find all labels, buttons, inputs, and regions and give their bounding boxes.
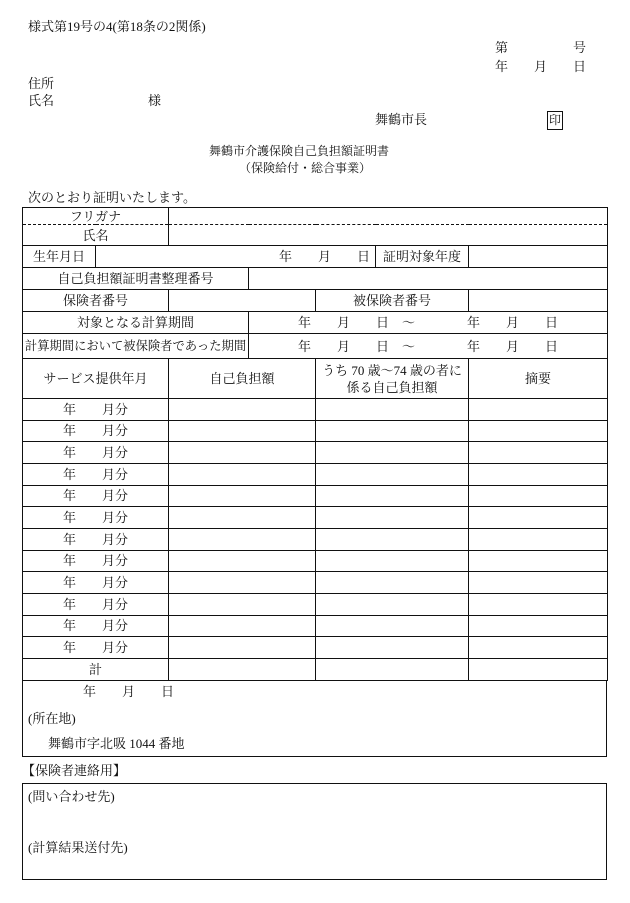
- header-copayment-70-74-line-1: うち 70 歳～74 歳の者に: [322, 362, 462, 378]
- insurer-number-row: [23, 290, 608, 312]
- issuer-name: 舞鶴市長: [375, 112, 428, 127]
- monthly-rows: [23, 399, 608, 659]
- document-number: 第 号: [495, 40, 587, 55]
- inquiry-label: (問い合わせ先): [28, 789, 115, 804]
- calculation-period-label: 対象となる計算期間: [23, 312, 249, 334]
- month-row: [23, 593, 608, 615]
- insured-name-row: [23, 225, 608, 246]
- total-label: 計: [23, 658, 169, 680]
- issue-block: [22, 680, 607, 757]
- month-row-remarks-cell: [469, 463, 608, 485]
- month-row-copayment-cell: [169, 615, 316, 637]
- month-row: [23, 420, 608, 442]
- month-row-label: 年 月分: [23, 593, 169, 615]
- month-row-copayment-70-74-cell: [316, 420, 469, 442]
- certificate-number-field: [249, 268, 608, 290]
- recipient-name-label: 氏名: [28, 93, 55, 108]
- column-header-row: [23, 359, 608, 399]
- month-row-remarks-cell: [469, 442, 608, 464]
- month-row-label: 年 月分: [23, 463, 169, 485]
- seal-mark: 印: [547, 111, 563, 130]
- month-row-copayment-cell: [169, 507, 316, 529]
- month-row-copayment-cell: [169, 637, 316, 659]
- total-remarks-cell: [469, 658, 608, 680]
- month-row: [23, 399, 608, 421]
- birthdate-field: 年 月 日: [96, 246, 376, 268]
- insurer-number-label: 保険者番号: [23, 290, 169, 312]
- month-row-remarks-cell: [469, 550, 608, 572]
- month-row-copayment-cell: [169, 550, 316, 572]
- month-row-copayment-70-74-cell: [316, 485, 469, 507]
- insured-period-field: 年 月 日 ～ 年 月 日: [249, 334, 608, 359]
- month-row-copayment-cell: [169, 528, 316, 550]
- month-row-copayment-cell: [169, 420, 316, 442]
- month-row-copayment-70-74-cell: [316, 615, 469, 637]
- month-row-label: 年 月分: [23, 399, 169, 421]
- insured-name-label: 氏名: [23, 225, 169, 246]
- certificate-table: [22, 207, 608, 681]
- header-copayment-70-74-line-2: 係る自己負担額: [346, 379, 438, 395]
- month-row-copayment-cell: [169, 399, 316, 421]
- month-row: [23, 507, 608, 529]
- insured-name-field: [169, 225, 608, 246]
- month-row: [23, 637, 608, 659]
- month-row-copayment-cell: [169, 442, 316, 464]
- month-row-copayment-70-74-cell: [316, 572, 469, 594]
- total-row: [23, 658, 608, 680]
- month-row-copayment-70-74-cell: [316, 593, 469, 615]
- month-row-label: 年 月分: [23, 637, 169, 659]
- month-row-copayment-70-74-cell: [316, 507, 469, 529]
- month-row-copayment-cell: [169, 593, 316, 615]
- month-row: [23, 615, 608, 637]
- insured-period-row: [23, 334, 608, 359]
- month-row: [23, 442, 608, 464]
- month-row-label: 年 月分: [23, 442, 169, 464]
- month-row-remarks-cell: [469, 485, 608, 507]
- recipient-honorific: 様: [148, 93, 162, 108]
- month-row-label: 年 月分: [23, 507, 169, 529]
- month-row-copayment-70-74-cell: [316, 442, 469, 464]
- calculation-period-field: 年 月 日 ～ 年 月 日: [249, 312, 608, 334]
- furigana-field: [169, 208, 608, 225]
- month-row-label: 年 月分: [23, 528, 169, 550]
- birthdate-label: 生年月日: [23, 246, 96, 268]
- form-number: 様式第19号の4(第18条の2関係): [28, 19, 206, 34]
- month-row-remarks-cell: [469, 528, 608, 550]
- header-copayment: 自己負担額: [169, 359, 316, 399]
- location-address: 舞鶴市字北吸 1044 番地: [48, 736, 185, 751]
- certification-year-label: 証明対象年度: [376, 246, 469, 268]
- month-row: [23, 528, 608, 550]
- month-row-copayment-70-74-cell: [316, 637, 469, 659]
- month-row-remarks-cell: [469, 399, 608, 421]
- insured-info-section: [23, 208, 608, 399]
- month-row-copayment-cell: [169, 572, 316, 594]
- month-row-label: 年 月分: [23, 420, 169, 442]
- month-row-copayment-cell: [169, 485, 316, 507]
- month-row-remarks-cell: [469, 637, 608, 659]
- month-row: [23, 485, 608, 507]
- result-destination-label: (計算結果送付先): [28, 840, 128, 855]
- month-row-label: 年 月分: [23, 550, 169, 572]
- month-row-copayment-70-74-cell: [316, 528, 469, 550]
- furigana-label: フリガナ: [23, 208, 169, 225]
- month-row-label: 年 月分: [23, 572, 169, 594]
- intro-text: 次のとおり証明いたします。: [28, 190, 196, 205]
- month-row: [23, 550, 608, 572]
- insured-number-field: [469, 290, 608, 312]
- total-section: [23, 658, 608, 680]
- document-subtitle: （保険給付・総合事業）: [239, 161, 372, 175]
- month-row-copayment-70-74-cell: [316, 463, 469, 485]
- total-copayment-cell: [169, 658, 316, 680]
- month-row-remarks-cell: [469, 572, 608, 594]
- month-row: [23, 572, 608, 594]
- location-label: (所在地): [28, 711, 76, 726]
- contact-heading: 【保険者連絡用】: [22, 763, 127, 778]
- total-copayment-70-74-cell: [316, 658, 469, 680]
- month-row-label: 年 月分: [23, 485, 169, 507]
- insured-number-label: 被保険者番号: [316, 290, 469, 312]
- header-service-month: サービス提供年月: [23, 359, 169, 399]
- furigana-row: [23, 208, 608, 225]
- certification-year-field: [469, 246, 608, 268]
- month-row-remarks-cell: [469, 615, 608, 637]
- contact-box: [22, 783, 607, 880]
- recipient-address-label: 住所: [28, 76, 55, 91]
- month-row-copayment-70-74-cell: [316, 399, 469, 421]
- month-row-remarks-cell: [469, 420, 608, 442]
- insured-period-label: 計算期間において被保険者であった期間: [23, 334, 249, 359]
- month-row-label: 年 月分: [23, 615, 169, 637]
- document-date: 年 月 日: [495, 59, 587, 74]
- month-row: [23, 463, 608, 485]
- issue-date: 年 月 日: [83, 684, 175, 699]
- header-copayment-70-74: [316, 359, 469, 399]
- certificate-number-row: [23, 268, 608, 290]
- certificate-number-label: 自己負担額証明書整理番号: [23, 268, 249, 290]
- month-row-remarks-cell: [469, 507, 608, 529]
- insurer-number-field: [169, 290, 316, 312]
- calculation-period-row: [23, 312, 608, 334]
- month-row-copayment-70-74-cell: [316, 550, 469, 572]
- month-row-remarks-cell: [469, 593, 608, 615]
- document-title: 舞鶴市介護保険自己負担額証明書: [209, 144, 390, 158]
- header-remarks: 摘要: [469, 359, 608, 399]
- month-row-copayment-cell: [169, 463, 316, 485]
- birthdate-row: [23, 246, 608, 268]
